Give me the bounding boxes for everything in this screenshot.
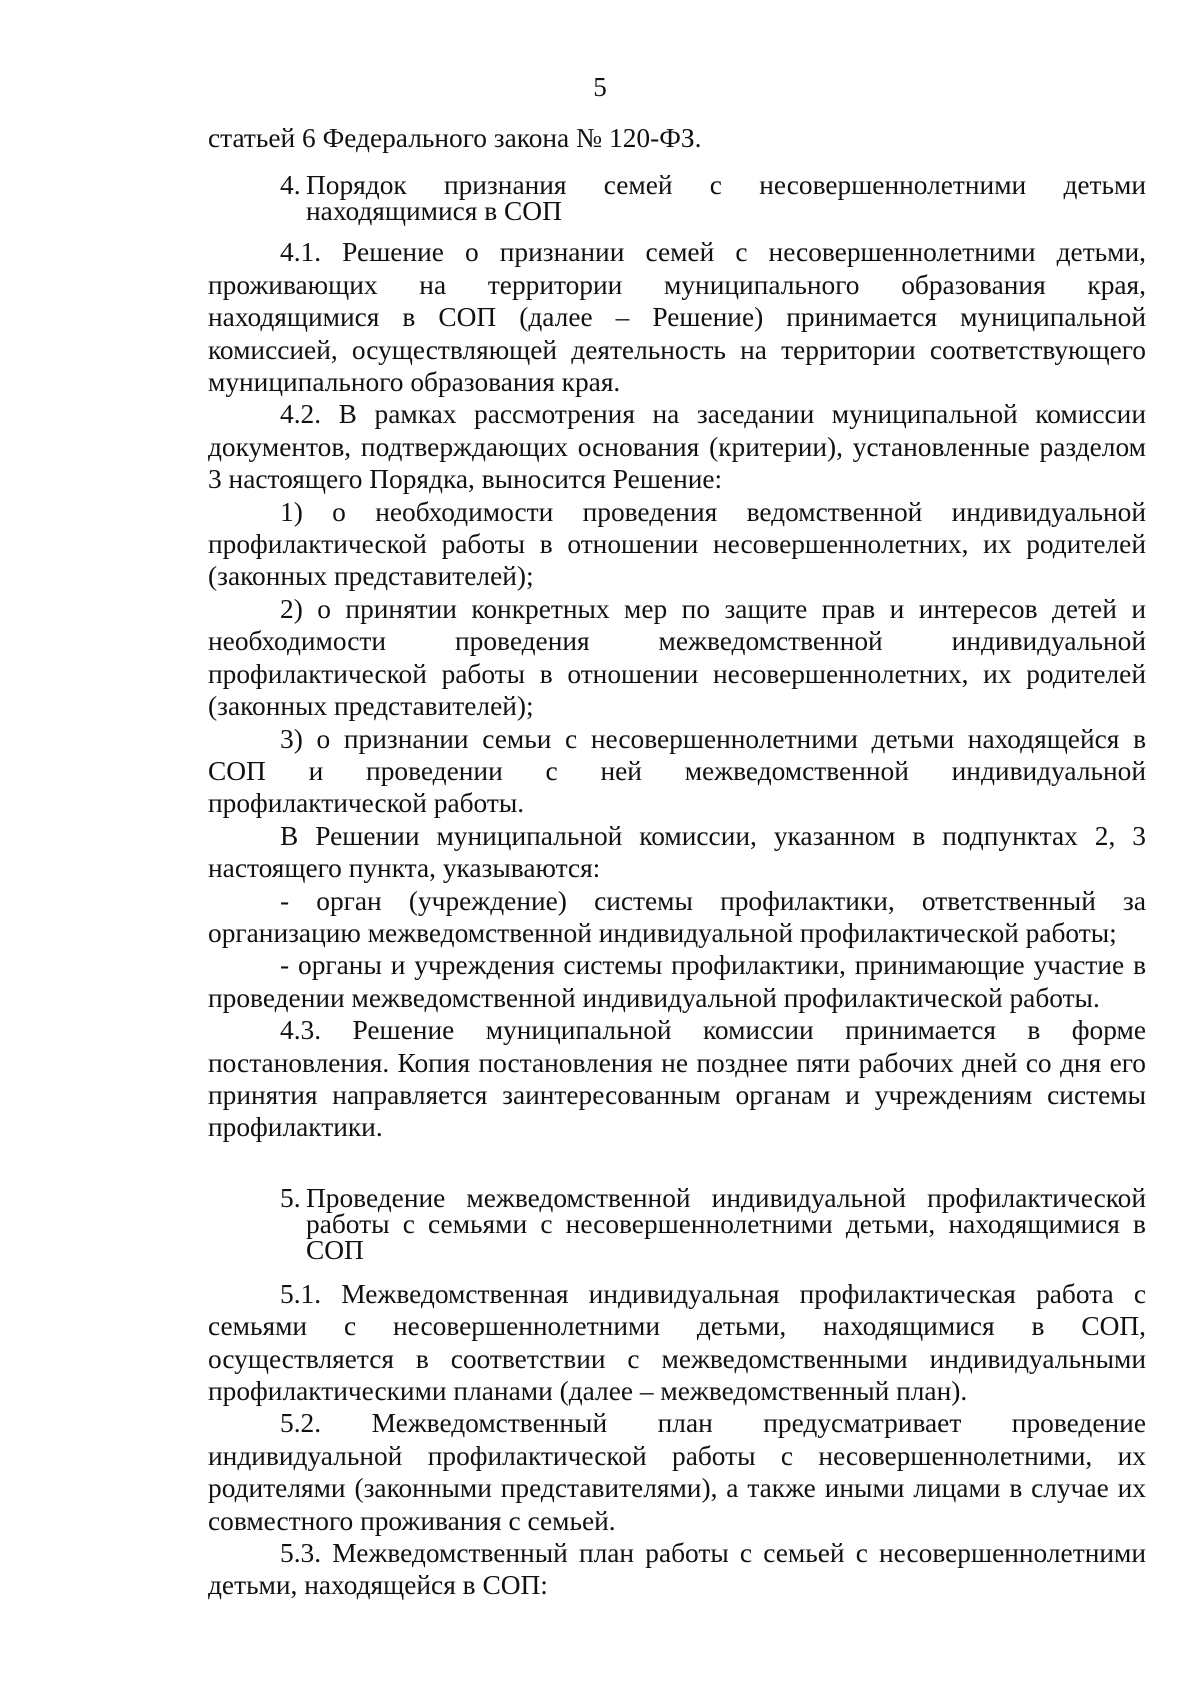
paragraph-5-3: 5.3. Межведомственный план работы с семьей с несовершеннолетними детьми, находящейся в СОП: (208, 1538, 1146, 1601)
paragraph-4-3: 4.3. Решение муниципальной комиссии принимается в форме постановления. Копия постановления не позднее пяти рабочих дней со дня его принятия направляется заинтересованным органам и учреждениям системы профилактики. (208, 1015, 1146, 1143)
section-heading-title: Порядок признания семей с несовершеннолетними детьми находящимися в СОП (306, 170, 1146, 227)
spacer (208, 1144, 1146, 1184)
subitem-2: 2) о принятии конкретных мер по защите прав и интересов детей и необходимости проведения межведомственной индивидуальной профилактической работы в отношении несовершеннолетних, их родителей (законных представителей); (208, 593, 1146, 722)
spacer (208, 1263, 1146, 1278)
paragraph-continuation: статьей 6 Федерального закона № 120-ФЗ. (208, 123, 702, 153)
spacer (208, 154, 1146, 171)
paragraph-4-1: 4.1. Решение о признании семей с несовершеннолетними детьми, проживающих на территории муниципального образования края, находящимися в СОП (далее – Решение) принимается муниципальной комиссией, осуществляющей деятельность на территории соответствующего муниципального образования края. (208, 237, 1146, 398)
section-heading-4 (208, 170, 1146, 227)
subitem-1: 1) о необходимости проведения ведомственной индивидуальной профилактической работы в отношении несовершеннолетних, их родителей (законных представителей); (208, 496, 1146, 592)
section-heading-5 (208, 1184, 1146, 1263)
paragraph-5-1: 5.1. Межведомственная индивидуальная профилактическая работа с семьями с несовершеннолетними детьми, находящимися в СОП, осуществляется в соответствии с межведомственными индивидуальными профилактическими планами (далее – межведомственный план). (208, 1278, 1146, 1406)
paragraph-4-2: 4.2. В рамках рассмотрения на заседании муниципальной комиссии документов, подтверждающих основания (критерии), установленные разделом 3 настоящего Порядка, выносится Решение: (208, 399, 1146, 495)
section-heading-title: Проведение межведомственной индивидуальной профилактической работы с семьями с несовершеннолетними детьми, находящимися в СОП (306, 1182, 1146, 1265)
paragraph-5-2: 5.2. Межведомственный план предусматривает проведение индивидуальной профилактической работы с несовершеннолетними, их родителями (законными представителями), а также иными лицами в случае их совместного проживания с семьей. (208, 1408, 1146, 1536)
page-number: 5 (593, 72, 607, 102)
spacer (208, 224, 1146, 236)
dash-item-responsible-body: - орган (учреждение) системы профилактики, ответственный за организацию межведомственной индивидуальной профилактической работы; (208, 885, 1146, 948)
paragraph-decision-details: В Решении муниципальной комиссии, указанном в подпунктах 2, 3 настоящего пункта, указываются: (208, 820, 1146, 884)
dash-item-participating-bodies: - органы и учреждения системы профилактики, принимающие участие в проведении межведомственной индивидуальной профилактической работы. (208, 950, 1146, 1013)
subitem-3: 3) о признании семьи с несовершеннолетними детьми находящейся в СОП и проведении с ней межведомственной индивидуальной профилактической работы. (208, 723, 1146, 819)
document-body (208, 122, 1146, 1602)
section-heading-number: 5. (280, 1182, 301, 1213)
section-heading-number: 4. (280, 170, 301, 201)
